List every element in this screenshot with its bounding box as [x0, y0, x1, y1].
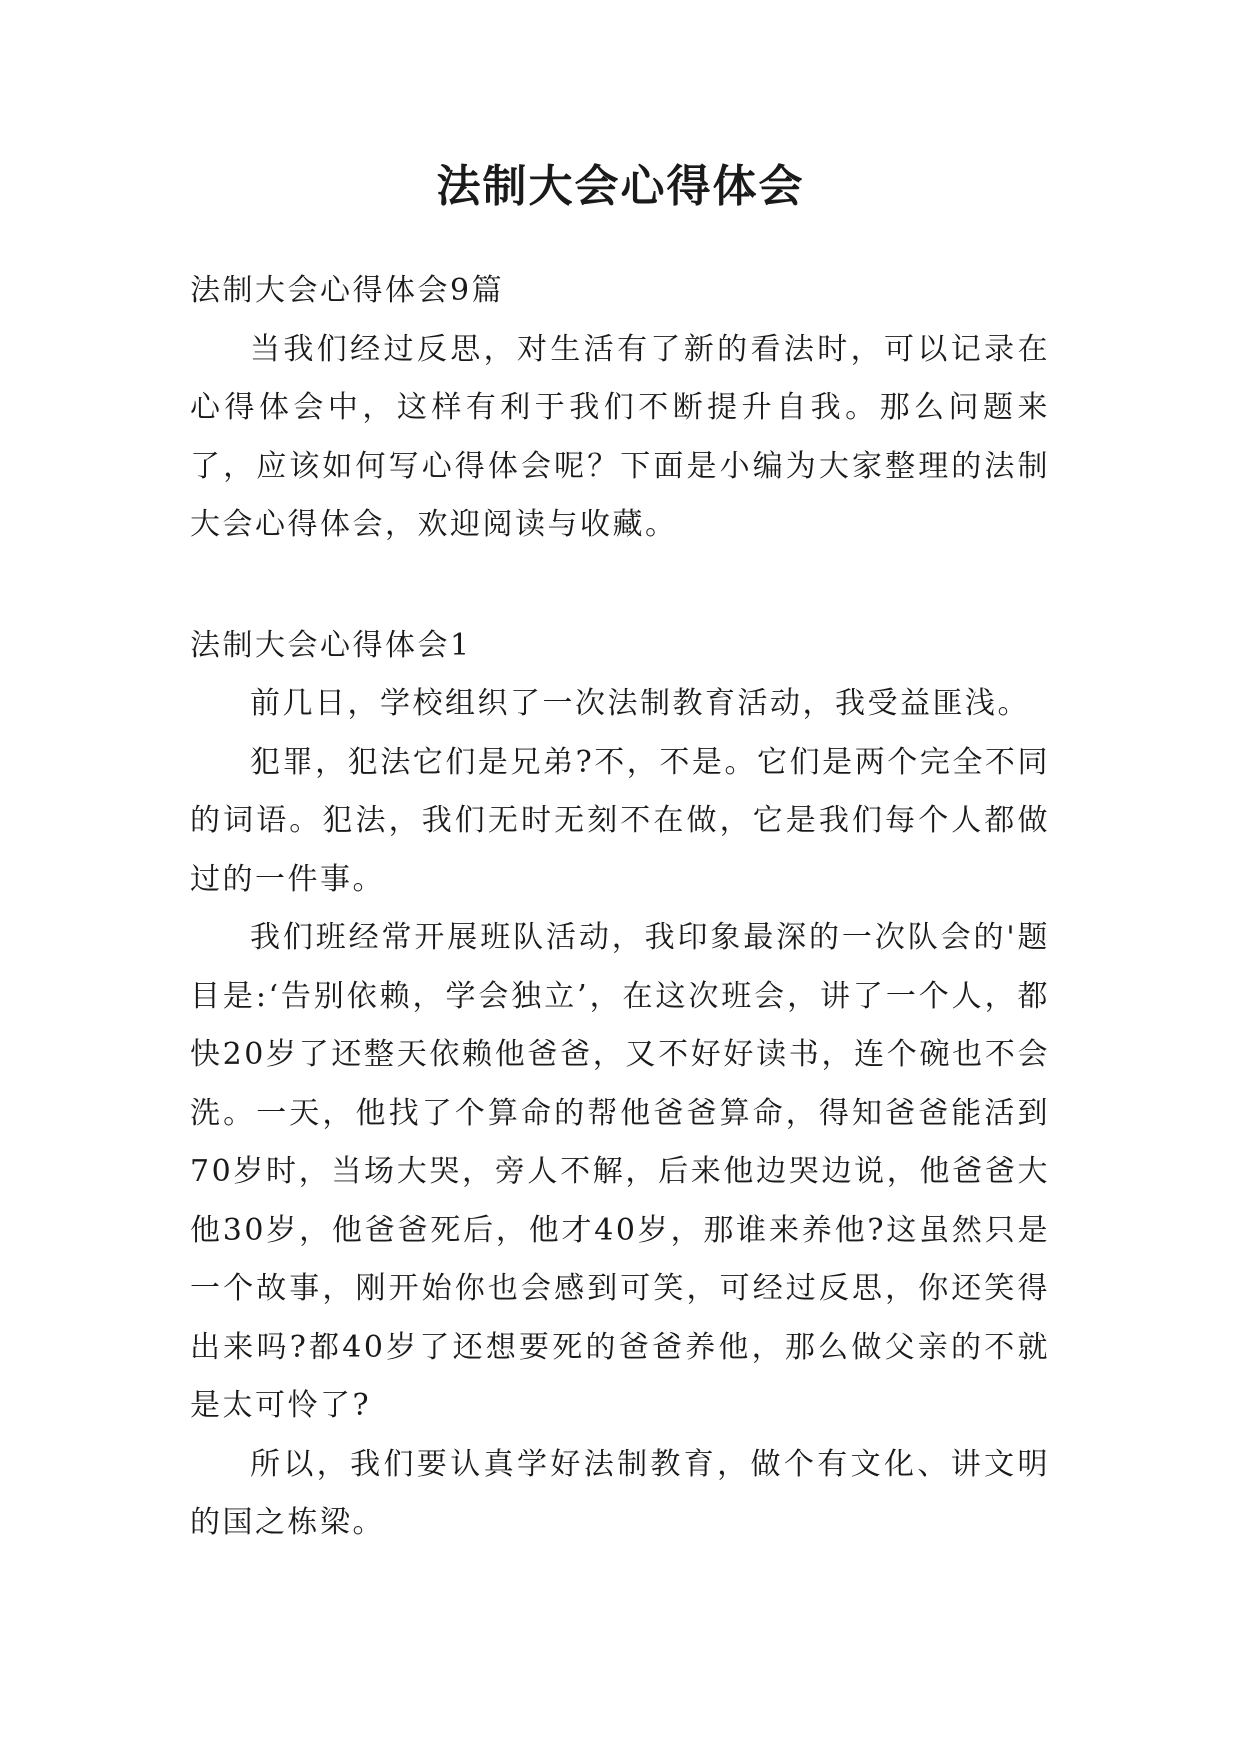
body-paragraph: 所以，我们要认真学好法制教育，做个有文化、讲文明的国之栋梁。	[190, 1446, 1050, 1540]
intro-paragraph: 当我们经过反思，对生活有了新的看法时，可以记录在心得体会中，这样有利于我们不断提升自我。那么问题来了，应该如何写心得体会呢？下面是小编为大家整理的法制大会心得体会，欢迎阅读与收藏。	[190, 331, 1050, 542]
section-heading: 法制大会心得体会1	[190, 627, 472, 663]
document-title: 法制大会心得体会	[436, 161, 805, 212]
section-spacer	[190, 555, 1050, 617]
section-heading: 法制大会心得体会9篇	[190, 273, 505, 308]
document-body	[190, 262, 1050, 1553]
body-paragraph: 犯罪，犯法它们是兄弟?不，不是。它们是两个完全不同的词语。犯法，我们无时无刻不在做，它是我们每个人都做过的一件事。	[190, 744, 1050, 897]
body-paragraph: 前几日，学校组织了一次法制教育活动，我受益匪浅。	[250, 686, 1030, 721]
body-paragraph: 我们班经常开展班队活动，我印象最深的一次队会的'题目是:‘告别依赖，学会独立’，在这次班会，讲了一个人，都快20岁了还整天依赖他爸爸，又不好好读书，连个碗也不会洗。一天，他找了个算命的帮他爸爸算命，得知爸爸能活到70岁时，当场大哭，旁人不解，后来他边哭边说，他爸爸大他30岁，他爸爸死后，他才40岁，那谁来养他?这虽然只是一个故事，刚开始你也会感到可笑，可经过反思，你还笑得出来吗?都40岁了还想要死的爸爸养他，那么做父亲的不就是太可怜了?	[190, 920, 1050, 1423]
